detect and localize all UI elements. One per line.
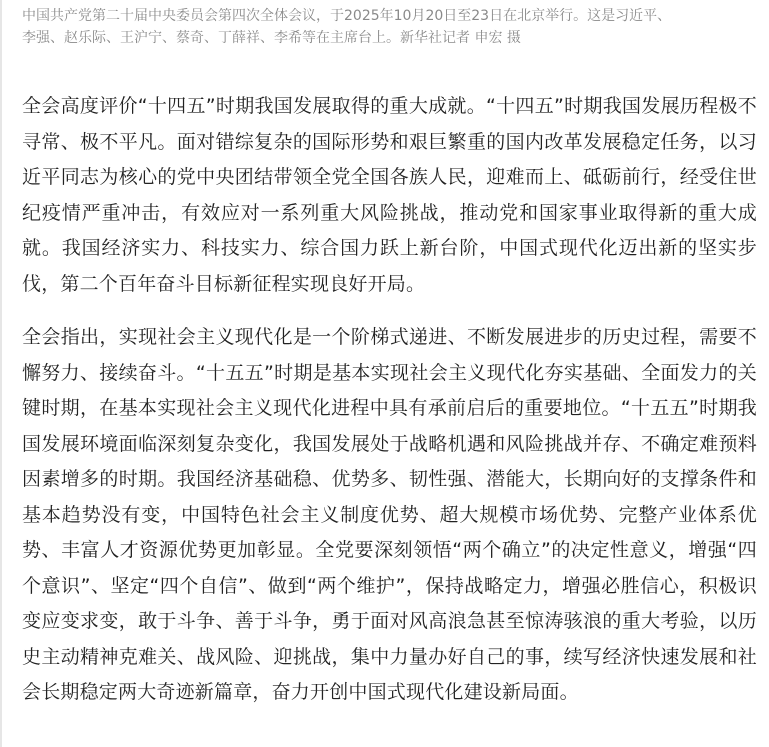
article-paragraph-2: 全会指出，实现社会主义现代化是一个阶梯式递进、不断发展进步的历史过程，需要不懈努力、接续奋斗。“十五五”时期是基本实现社会主义现代化夯实基础、全面发力的关键时期，在基本实现社会主义现代化进程中具有承前启后的重要地位。“十五五”时期我国发展环境面临深刻复杂变化，我国发展处于战略机遇和风险挑战并存、不确定难预料因素增多的时期。我国经济基础稳、优势多、韧性强、潜能大，长期向好的支撑条件和基本趋势没有变，中国特色社会主义制度优势、超大规模市场优势、完整产业体系优势、丰富人才资源优势更加彰显。全党要深刻领悟“两个确立”的决定性意义，增强“四个意识”、坚定“四个自信”、做到“两个维护”，保持战略定力，增强必胜信心，积极识变应变求变，敢于斗争、善于斗争，勇于面对风高浪急甚至惊涛骇浪的重大考验，以历史主动精神克难关、战风险、迎挑战，集中力量办好自己的事，续写经济快速发展和社会长期稳定两大奇迹新篇章，奋力开创中国式现代化建设新局面。 xyxy=(22,326,757,703)
left-border xyxy=(0,0,2,747)
photo-caption: 中国共产党第二十届中央委员会第四次全体会议，于2025年10月20日至23日在北京举行。这是习近平、 李强、赵乐际、王沪宁、蔡奇、丁薛祥、李希等在主席台上。新华社记者 申宏 摄 xyxy=(22,8,672,46)
article-paragraph-1: 全会高度评价“十四五”时期我国发展取得的重大成就。“十四五”时期我国发展历程极不寻常、极不平凡。面对错综复杂的国际形势和艰巨繁重的国内改革发展稳定任务，以习近平同志为核心的党中央团结带领全党全国各族人民，迎难而上、砥砺前行，经受住世纪疫情严重冲击，有效应对一系列重大风险挑战，推动党和国家事业取得新的重大成就。我国经济实力、科技实力、综合国力跃上新台阶，中国式现代化迈出新的坚实步伐，第二个百年奋斗目标新征程实现良好开局。 xyxy=(22,95,757,295)
